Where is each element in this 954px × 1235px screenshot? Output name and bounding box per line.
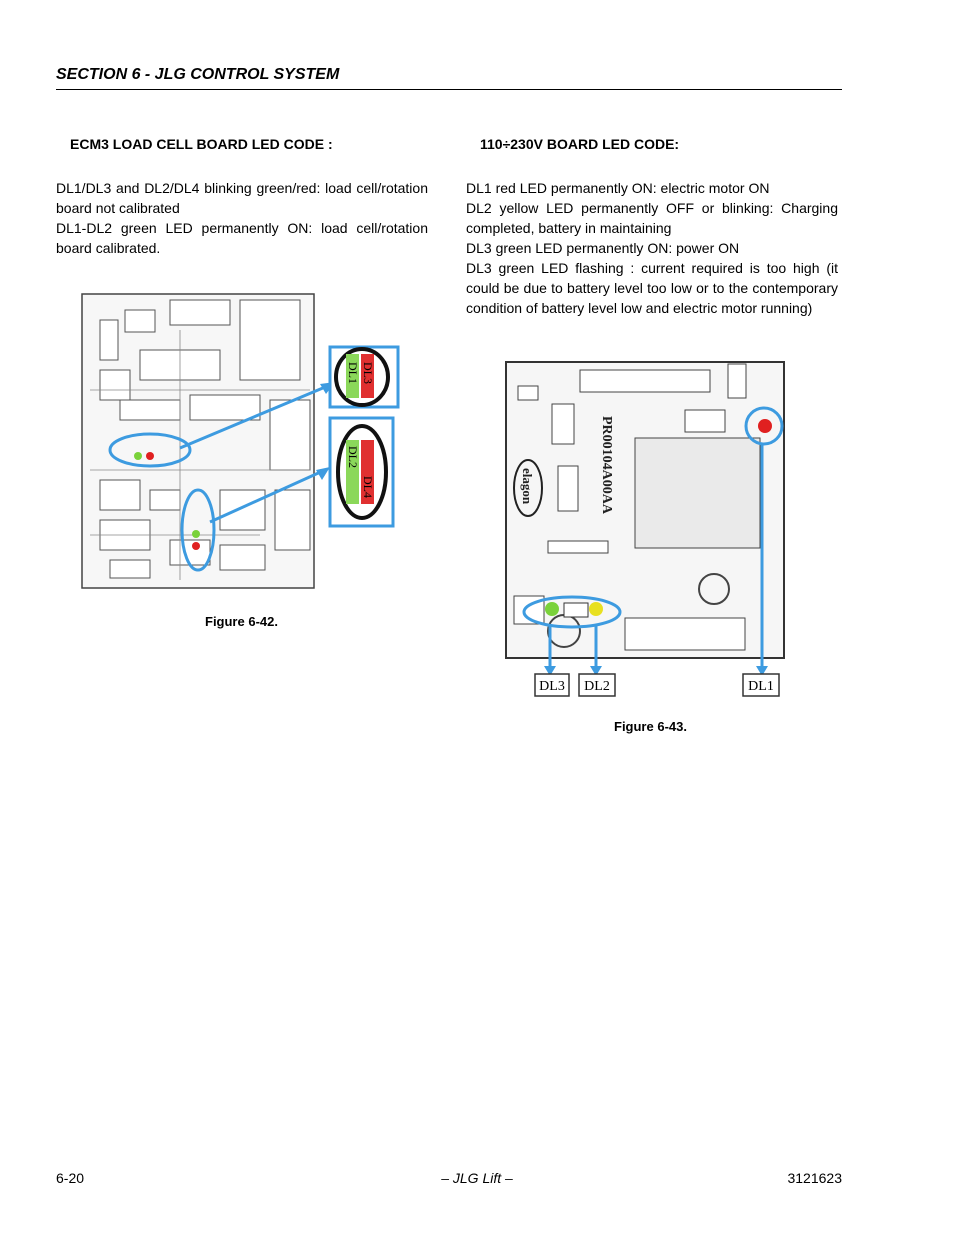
brand-logo: elagon bbox=[520, 468, 535, 505]
ecm3-paragraph-2: DL1-DL2 green LED permanently ON: load cell/rotation board calibrated. bbox=[56, 220, 428, 256]
figure-6-42-load-cell-board bbox=[80, 290, 400, 590]
doc-number: 3121623 bbox=[787, 1170, 842, 1186]
zoom2-label-dl2: DL2 bbox=[346, 446, 360, 468]
label-dl3: DL3 bbox=[539, 679, 565, 694]
zoom2-label-dl4: DL4 bbox=[361, 476, 375, 498]
figure-6-42-caption: Figure 6-42. bbox=[205, 614, 278, 629]
zoom1-label-dl3: DL3 bbox=[361, 362, 375, 384]
page-number: 6-20 bbox=[56, 1170, 85, 1186]
dl3-led-icon bbox=[146, 452, 154, 460]
figure-6-43-caption: Figure 6-43. bbox=[614, 719, 687, 734]
dl1-led-icon bbox=[134, 452, 142, 460]
board-part-number: PR00104A00AA bbox=[599, 416, 614, 514]
label-dl2: DL2 bbox=[584, 679, 610, 694]
figure-6-43-power-board bbox=[500, 356, 792, 700]
ecm3-description bbox=[56, 178, 428, 258]
board-paragraph-3: DL3 green LED permanently ON: power ON bbox=[466, 240, 740, 256]
dl2-led-icon bbox=[192, 530, 200, 538]
board-paragraph-2: DL2 yellow LED permanently OFF or blinking: Charging completed, battery in maintaining bbox=[466, 200, 838, 236]
dl2-led-icon bbox=[589, 602, 603, 616]
board-110-230-heading: 110÷230V BOARD LED CODE: bbox=[480, 136, 680, 152]
header-divider bbox=[56, 89, 842, 90]
board-110-230-description bbox=[466, 178, 838, 318]
section-title: SECTION 6 - JLG CONTROL SYSTEM bbox=[56, 66, 340, 83]
dl3-led-icon bbox=[545, 602, 559, 616]
board-paragraph-1: DL1 red LED permanently ON: electric motor ON bbox=[466, 180, 770, 196]
dl4-led-icon bbox=[192, 542, 200, 550]
board-paragraph-4: DL3 green LED flashing : current required is too high (it could be due to battery level too low or to the contemporary condition of battery level low and electric motor running) bbox=[466, 260, 838, 316]
zoom1-label-dl1: DL1 bbox=[346, 362, 360, 384]
label-dl1: DL1 bbox=[748, 679, 774, 694]
ecm3-heading: ECM3 LOAD CELL BOARD LED CODE : bbox=[70, 136, 333, 152]
dl1-led-icon bbox=[758, 419, 772, 433]
ecm3-paragraph-1: DL1/DL3 and DL2/DL4 blinking green/red: load cell/rotation board not calibrated bbox=[56, 180, 428, 216]
footer-center: – JLG Lift – bbox=[441, 1170, 513, 1186]
